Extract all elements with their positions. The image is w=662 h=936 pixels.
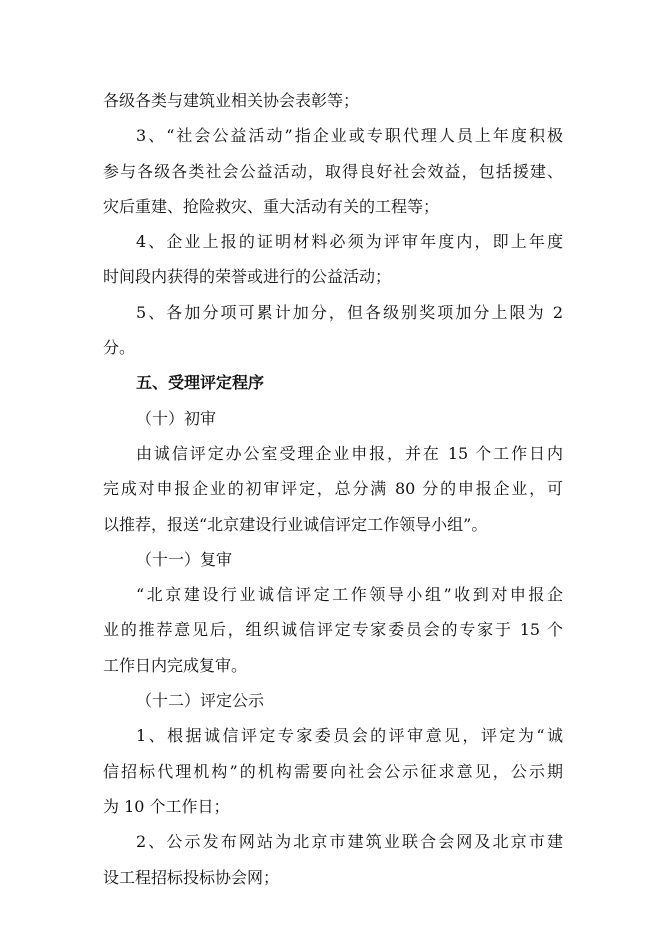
text-line: 参与各级各类社会公益活动，取得良好社会效益，包括援建、 bbox=[103, 161, 563, 181]
text-line: 信招标代理机构”的机构需要向社会公示征求意见，公示期 bbox=[103, 761, 563, 781]
text-line: 1、根据诚信评定专家委员会的评审意见，评定为“诚 bbox=[136, 726, 563, 746]
text-line: 分。 bbox=[103, 338, 136, 358]
text-line: 为 10 个工作日； bbox=[103, 796, 230, 816]
text-line: 4、企业上报的证明材料必须为评审年度内，即上年度 bbox=[136, 232, 563, 252]
text-line: 完成对申报企业的初审评定，总分满 80 分的申报企业，可 bbox=[103, 479, 563, 499]
text-line: （十）初审 bbox=[136, 408, 217, 428]
text-line: 时间段内获得的荣誉或进行的公益活动； bbox=[103, 267, 392, 287]
text-line: 3、“社会公益活动”指企业或专职代理人员上年度积极 bbox=[136, 126, 563, 146]
text-line: （十一）复审 bbox=[136, 549, 233, 569]
text-line: （十二）评定公示 bbox=[136, 691, 265, 711]
text-line: 各级各类与建筑业相关协会表彰等； bbox=[103, 91, 360, 110]
text-line: “北京建设行业诚信评定工作领导小组”收到对申报企 bbox=[136, 585, 563, 605]
document-page bbox=[103, 83, 563, 895]
text-line: 灾后重建、抢险救灾、重大活动有关的工程等； bbox=[103, 196, 440, 216]
text-line: 由诚信评定办公室受理企业申报，并在 15 个工作日内 bbox=[136, 443, 563, 463]
text-line: 设工程招标投标协会网； bbox=[103, 867, 280, 887]
text-line: 2、公示发布网站为北京市建筑业联合会网及北京市建 bbox=[136, 832, 563, 852]
text-line: 以推荐，报送“北京建设行业诚信评定工作领导小组”。 bbox=[103, 514, 488, 534]
text-line: 工作日内完成复审。 bbox=[103, 655, 248, 675]
text-line: 业的推荐意见后，组织诚信评定专家委员会的专家于 15 个 bbox=[103, 620, 563, 640]
section-heading: 五、受理评定程序 bbox=[136, 373, 265, 393]
text-line: 5、各加分项可累计加分，但各级别奖项加分上限为 2 bbox=[136, 302, 563, 322]
